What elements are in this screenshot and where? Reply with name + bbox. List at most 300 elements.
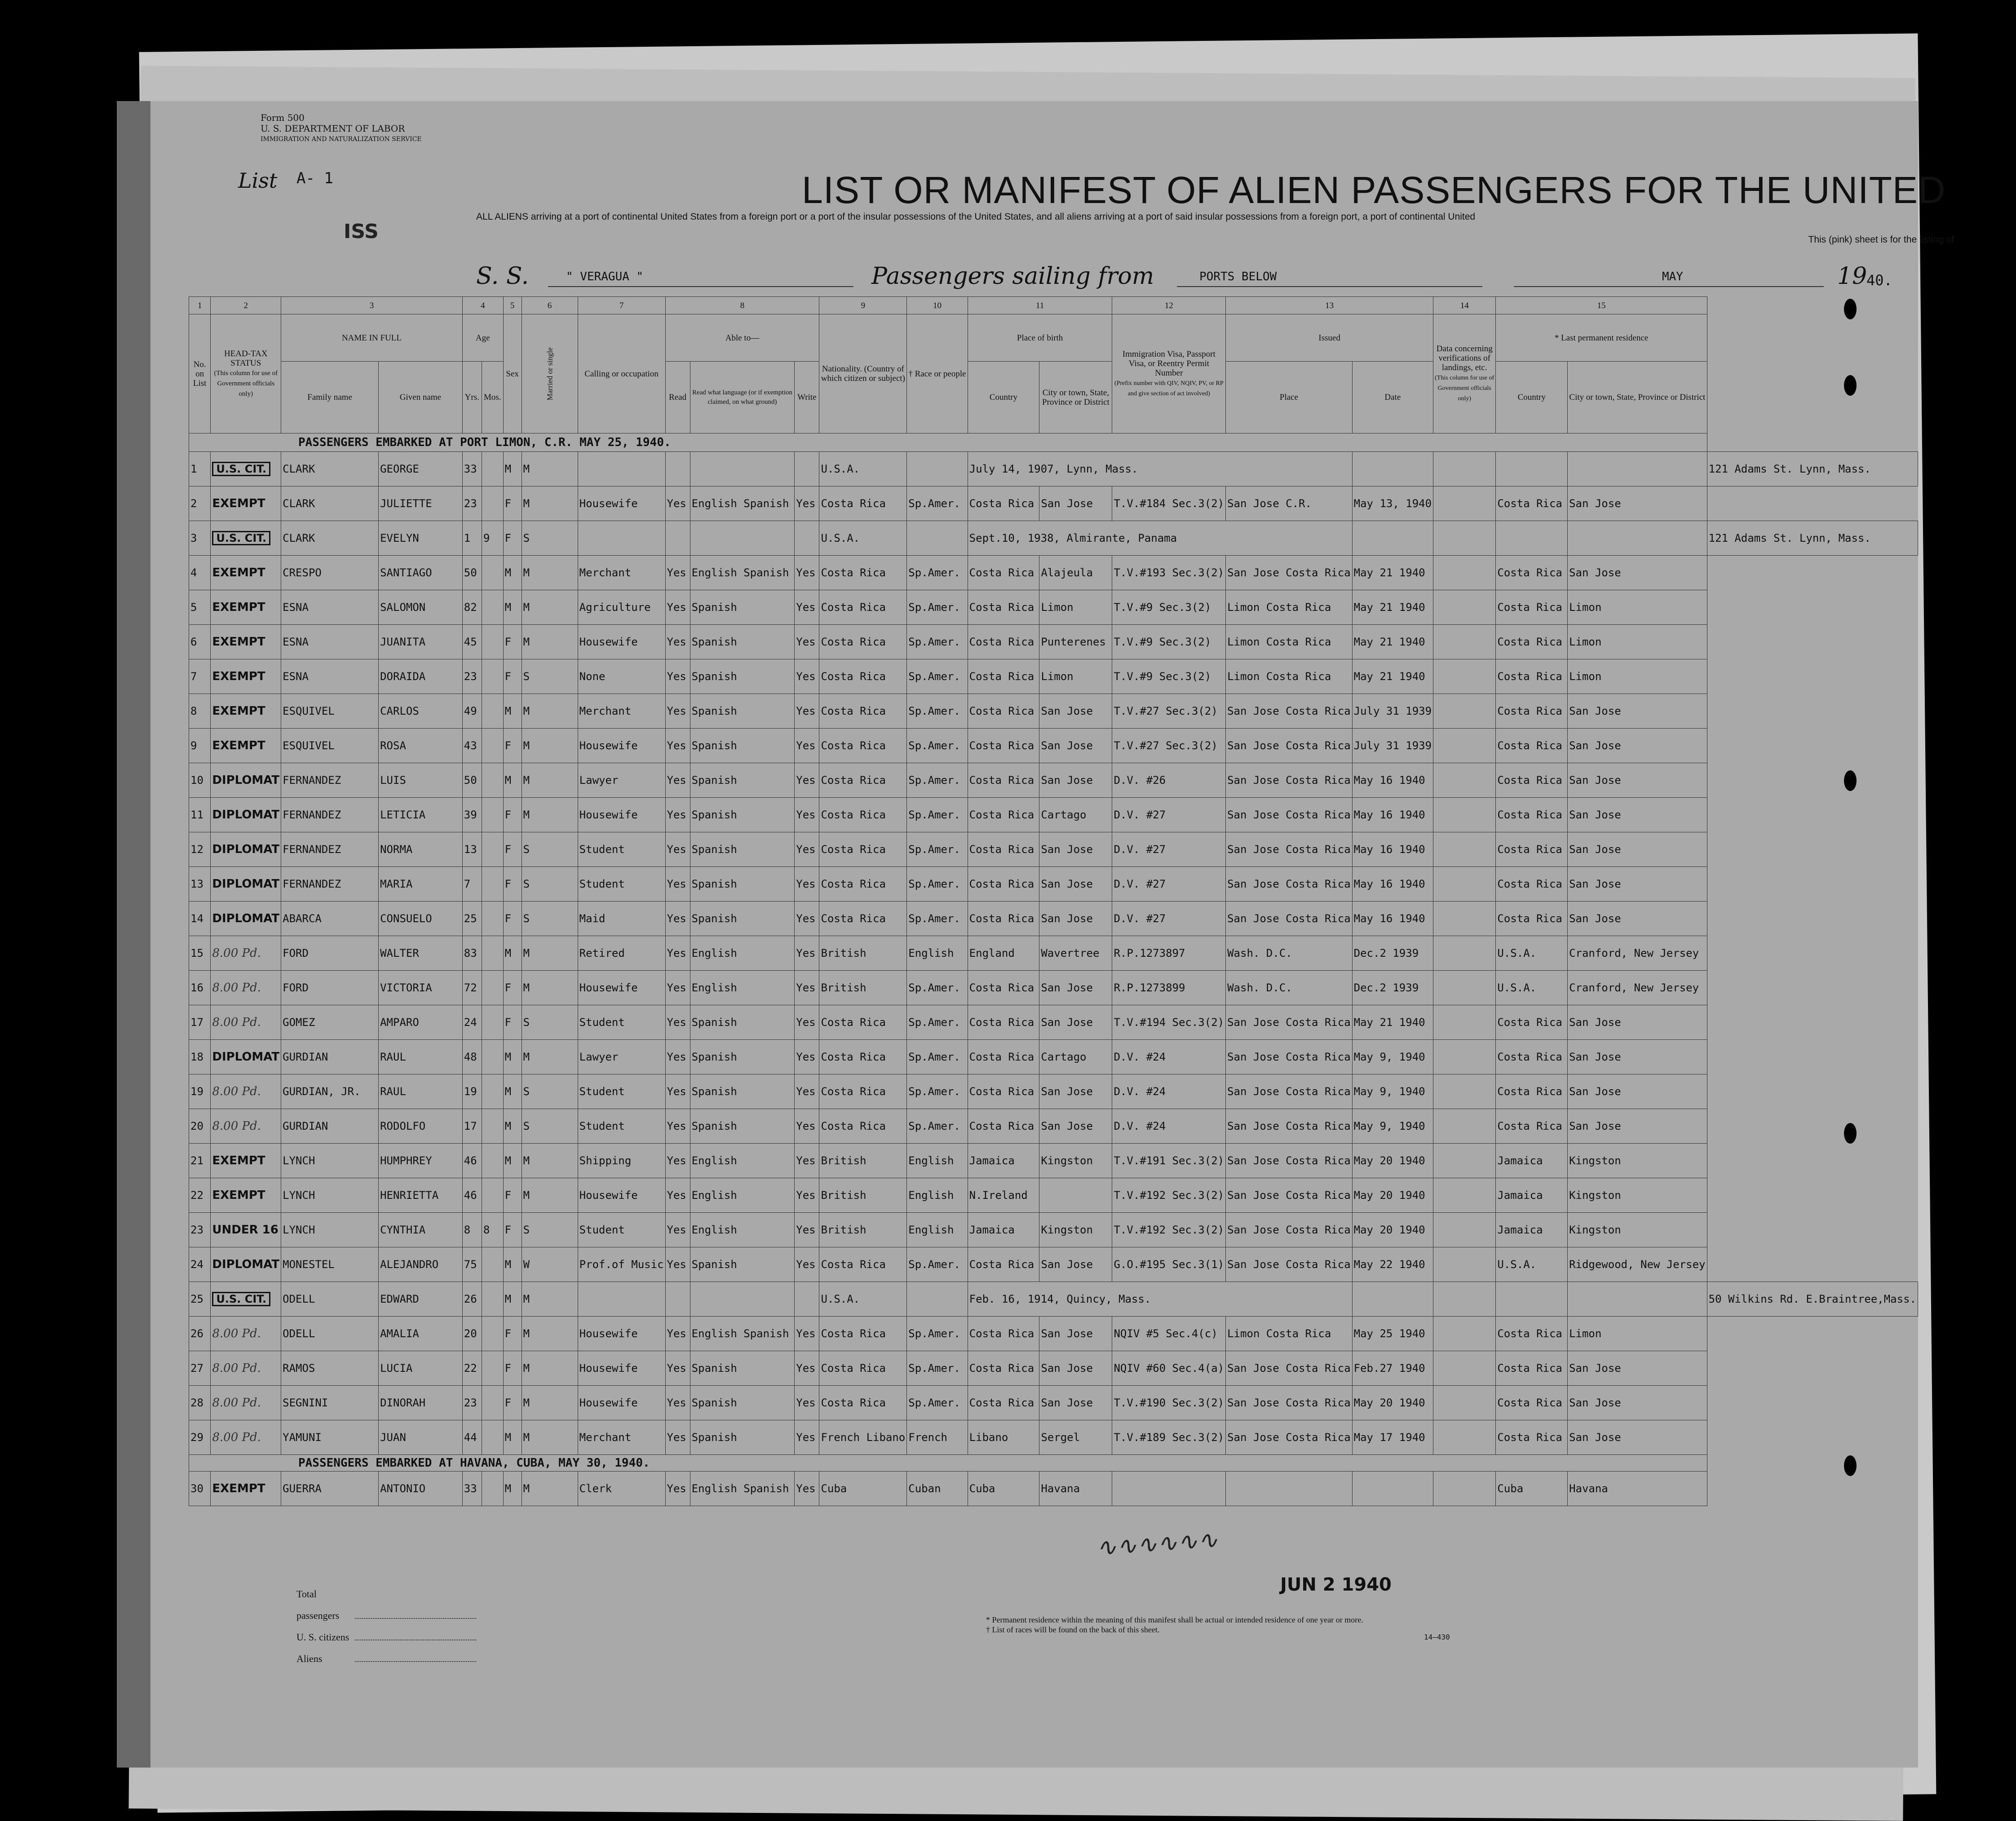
given-name-cell xyxy=(379,452,463,486)
race-cell xyxy=(907,521,968,556)
race-cell xyxy=(907,1282,968,1317)
birth-city: Punterenes xyxy=(1041,636,1106,648)
read-language: English Spanish xyxy=(691,1482,789,1495)
issued-date-cell xyxy=(1352,625,1433,659)
age-years: 33 xyxy=(464,1482,477,1495)
marital-status: M xyxy=(523,601,530,614)
issued-date: July 31 1939 xyxy=(1353,739,1432,752)
residence-country-cell xyxy=(1496,971,1568,1005)
marital-status-cell xyxy=(522,936,578,971)
residence-country: Jamaica xyxy=(1497,1189,1543,1202)
list-number: 14 xyxy=(190,912,203,925)
nationality: British xyxy=(821,1154,867,1167)
age-months-cell xyxy=(482,625,503,659)
issued-place-cell xyxy=(1226,763,1353,798)
family-name-cell xyxy=(281,1213,379,1247)
passenger-row xyxy=(189,1213,1918,1247)
issued-date: Dec.2 1939 xyxy=(1353,947,1419,959)
read-language: Spanish xyxy=(691,1362,737,1375)
can-read: Yes xyxy=(667,636,686,648)
marital-status: M xyxy=(523,1482,530,1495)
birth-country: Jamaica xyxy=(969,1154,1015,1167)
residence-city-cell xyxy=(1568,1351,1707,1386)
family-name: FERNANDEZ xyxy=(283,774,341,787)
issued-date: May 16 1940 xyxy=(1353,809,1425,821)
header-row-2 xyxy=(189,362,1918,433)
nationality: Costa Rica xyxy=(821,1327,886,1340)
given-name-cell xyxy=(379,763,463,798)
birth-country-cell xyxy=(968,1351,1039,1386)
colnum-9: 9 xyxy=(819,297,907,314)
marital-status: S xyxy=(523,670,530,683)
age-years-cell xyxy=(462,1005,482,1040)
can-read: Yes xyxy=(667,497,686,510)
issued-place: San Jose Costa Rica xyxy=(1227,1224,1351,1236)
passenger-row xyxy=(189,1247,1918,1282)
head-tax-status-cell xyxy=(211,625,281,659)
occupation-cell xyxy=(578,625,665,659)
birth-city-cell xyxy=(1039,556,1112,590)
embark-cell xyxy=(189,433,1707,452)
given-name: GEORGE xyxy=(380,463,419,475)
head-tax-status-cell xyxy=(211,729,281,763)
residence-country-cell xyxy=(1496,867,1568,902)
residence-country-cell xyxy=(1496,729,1568,763)
read-language: English xyxy=(691,1189,737,1202)
nationality-cell xyxy=(819,936,907,971)
visa-number-cell xyxy=(1112,798,1226,832)
residence-city: San Jose xyxy=(1569,1120,1621,1132)
age-months-cell xyxy=(482,1317,503,1351)
occupation-cell xyxy=(578,971,665,1005)
can-read-cell xyxy=(665,1472,690,1506)
head-tax-status: 8.00 Pd. xyxy=(212,1085,261,1098)
occupation: Housewife xyxy=(579,809,638,821)
landing-verification-cell xyxy=(1568,521,1707,556)
hdr-able-to: Able to— xyxy=(665,314,819,362)
head-tax-status-cell xyxy=(211,798,281,832)
age-years: 43 xyxy=(464,739,477,752)
residence-city-cell xyxy=(1568,1386,1707,1420)
nationality: British xyxy=(821,947,867,959)
nationality-cell xyxy=(819,1386,907,1420)
occupation: Merchant xyxy=(579,1431,632,1444)
issued-place-cell xyxy=(1226,1213,1353,1247)
marital-status: M xyxy=(523,1362,530,1375)
residence-country-cell xyxy=(1707,521,1918,556)
race-cell xyxy=(907,971,968,1005)
sex-cell xyxy=(503,1282,522,1317)
head-tax-status: EXEMPT xyxy=(212,497,265,510)
visa-number-cell xyxy=(1112,832,1226,867)
colnum-4: 4 xyxy=(462,297,503,314)
residence-city-cell xyxy=(1568,694,1707,729)
visa-number: D.V. #27 xyxy=(1114,912,1166,925)
colnum-13: 13 xyxy=(1226,297,1433,314)
list-number-cell xyxy=(189,659,211,694)
head-tax-status: U.S. CIT. xyxy=(212,531,270,545)
read-language: English xyxy=(691,947,737,959)
given-name-cell xyxy=(379,1074,463,1109)
visa-number: T.V.#27 Sec.3(2) xyxy=(1114,739,1218,752)
visa-number-cell xyxy=(1112,694,1226,729)
given-name-cell xyxy=(379,1247,463,1282)
family-name-cell xyxy=(281,1040,379,1074)
age-months-cell xyxy=(482,1144,503,1178)
landing-verification-cell xyxy=(1433,1472,1496,1506)
residence-city-cell xyxy=(1568,1109,1707,1144)
issued-date: May 20 1940 xyxy=(1353,1189,1425,1202)
hdr-res-country: Country xyxy=(1496,362,1568,433)
age-years-cell xyxy=(462,452,482,486)
issued-date-cell xyxy=(1352,902,1433,936)
given-name-cell xyxy=(379,867,463,902)
colnum-11: 11 xyxy=(968,297,1112,314)
birth-country: Costa Rica xyxy=(969,1258,1035,1271)
family-name-cell xyxy=(281,971,379,1005)
race-cell xyxy=(907,1351,968,1386)
race-cell xyxy=(907,763,968,798)
race-cell xyxy=(907,486,968,521)
given-name: CYNTHIA xyxy=(380,1224,426,1236)
race-cell xyxy=(907,1005,968,1040)
given-name: SANTIAGO xyxy=(380,566,432,579)
given-name: EVELYN xyxy=(380,532,419,544)
issued-date: May 20 1940 xyxy=(1353,1224,1425,1236)
read-language: English xyxy=(691,981,737,994)
can-write: Yes xyxy=(796,601,816,614)
totals-block xyxy=(296,1583,476,1670)
can-write-cell xyxy=(795,694,819,729)
list-number: 20 xyxy=(190,1120,203,1132)
head-tax-status-cell xyxy=(211,1109,281,1144)
birth-city: Wavertree xyxy=(1041,947,1100,959)
passenger-row xyxy=(189,1386,1918,1420)
head-tax-status: U.S. CIT. xyxy=(212,462,270,476)
birth-country-cell xyxy=(968,798,1039,832)
given-name: SALOMON xyxy=(380,601,426,614)
marital-status-cell xyxy=(522,832,578,867)
family-name-cell xyxy=(281,659,379,694)
sex-cell xyxy=(503,659,522,694)
nationality: Costa Rica xyxy=(821,1258,886,1271)
can-write: Yes xyxy=(796,1120,816,1132)
issued-date-cell xyxy=(1352,1040,1433,1074)
read-language: Spanish xyxy=(691,1051,737,1063)
issued-place-cell xyxy=(1226,1420,1353,1455)
issued-date-cell xyxy=(1352,1005,1433,1040)
race-cell xyxy=(907,1178,968,1213)
list-number-cell xyxy=(189,521,211,556)
sex: M xyxy=(504,601,512,614)
marital-status-cell xyxy=(522,1317,578,1351)
family-name: GOMEZ xyxy=(283,1016,315,1029)
family-name: RAMOS xyxy=(283,1362,315,1375)
head-tax-status: EXEMPT xyxy=(212,566,265,579)
visa-number: T.V.#9 Sec.3(2) xyxy=(1114,670,1211,683)
issued-place-cell xyxy=(1226,1317,1353,1351)
given-name-cell xyxy=(379,625,463,659)
age-years: 23 xyxy=(464,497,477,510)
residence-country: Costa Rica xyxy=(1497,670,1562,683)
embark-heading-limon: PASSENGERS EMBARKED AT PORT LIMON, C.R. MAY 25, 1940. xyxy=(298,436,671,449)
issued-place: San Jose Costa Rica xyxy=(1227,1051,1351,1063)
occupation-cell xyxy=(578,729,665,763)
head-tax-status-cell xyxy=(211,521,281,556)
race: Sp.Amer. xyxy=(908,878,960,890)
us-citizens-label: U. S. citizens xyxy=(296,1631,349,1643)
list-number-cell xyxy=(189,1144,211,1178)
occupation-cell xyxy=(578,1351,665,1386)
issued-date: May 13, 1940 xyxy=(1353,497,1432,510)
birth-country-cell xyxy=(968,971,1039,1005)
race-cell xyxy=(907,867,968,902)
sex-cell xyxy=(503,1074,522,1109)
marital-status-cell xyxy=(522,694,578,729)
occupation-cell xyxy=(578,590,665,625)
passenger-row xyxy=(189,729,1918,763)
occupation: Shipping xyxy=(579,1154,632,1167)
head-tax-status-cell xyxy=(211,867,281,902)
age-years-cell xyxy=(462,1040,482,1074)
residence-city: Limon xyxy=(1569,636,1602,648)
us-citizens-row xyxy=(296,1627,476,1648)
issued-date: May 22 1940 xyxy=(1353,1258,1425,1271)
race: Cuban xyxy=(908,1482,941,1495)
can-write: Yes xyxy=(796,1327,816,1340)
issued-date-cell xyxy=(1352,1247,1433,1282)
passenger-row xyxy=(189,452,1918,486)
head-tax-status: 8.00 Pd. xyxy=(212,1361,261,1375)
passenger-row xyxy=(189,902,1918,936)
sex-cell xyxy=(503,1386,522,1420)
sailing-underline xyxy=(1177,286,1482,287)
hdr-head-tax xyxy=(211,314,281,433)
residence-city: San Jose xyxy=(1569,1397,1621,1409)
nationality: Costa Rica xyxy=(821,1362,886,1375)
can-read-cell xyxy=(665,452,690,486)
given-name-cell xyxy=(379,902,463,936)
passenger-row xyxy=(189,486,1918,521)
embark-row-havana xyxy=(189,1455,1918,1472)
residence-city: Cranford, New Jersey xyxy=(1569,981,1699,994)
nationality: Cuba xyxy=(821,1482,847,1495)
given-name: AMPARO xyxy=(380,1016,419,1029)
visa-number-cell xyxy=(1112,1420,1226,1455)
can-write-cell xyxy=(795,1386,819,1420)
birth-city-cell xyxy=(1039,798,1112,832)
marital-status: M xyxy=(523,774,530,787)
age-months-cell xyxy=(482,1213,503,1247)
residence-country-cell xyxy=(1496,556,1568,590)
list-number: 2 xyxy=(190,497,197,510)
sex: F xyxy=(504,809,512,821)
residence-city: Cranford, New Jersey xyxy=(1569,947,1699,959)
race: Sp.Amer. xyxy=(908,981,960,994)
embark-row-limon xyxy=(189,433,1918,452)
sex-cell xyxy=(503,763,522,798)
race: Sp.Amer. xyxy=(908,1397,960,1409)
head-tax-status: DIPLOMAT xyxy=(212,843,280,856)
list-number-cell xyxy=(189,798,211,832)
can-write-cell xyxy=(795,1178,819,1213)
age-years-cell xyxy=(462,936,482,971)
read-language: Spanish xyxy=(691,809,737,821)
residence-country: U.S.A. xyxy=(1497,947,1537,959)
residence-country: Jamaica xyxy=(1497,1154,1543,1167)
family-name-cell xyxy=(281,1109,379,1144)
hdr-family-name: Family name xyxy=(281,362,379,433)
family-name: FORD xyxy=(283,947,309,959)
intro-text: ALL ALIENS arriving at a port of continental United States from a foreign port or a port of the insular possessions of the United States, and all aliens arriving at a port of said insular possessions from a foreign port, a port of continental United xyxy=(476,212,1476,222)
family-name: GURDIAN xyxy=(283,1051,328,1063)
issued-date-cell xyxy=(1496,1282,1568,1317)
visa-number-cell xyxy=(1112,936,1226,971)
given-name: LUCIA xyxy=(380,1362,413,1375)
residence-city-cell xyxy=(1568,1213,1707,1247)
given-name: JUANITA xyxy=(380,636,426,648)
age-years-cell xyxy=(462,486,482,521)
marital-status: M xyxy=(523,705,530,717)
can-read: Yes xyxy=(667,739,686,752)
age-years-cell xyxy=(462,694,482,729)
residence-country: Costa Rica xyxy=(1497,912,1562,925)
age-months-cell xyxy=(482,1074,503,1109)
nationality: U.S.A. xyxy=(821,463,860,475)
family-name-cell xyxy=(281,1386,379,1420)
age-years: 7 xyxy=(464,878,471,890)
residence-country-cell xyxy=(1496,486,1568,521)
residence-country-cell xyxy=(1496,832,1568,867)
colnum-2: 2 xyxy=(211,297,281,314)
residence-city-cell xyxy=(1568,1247,1707,1282)
race: Sp.Amer. xyxy=(908,1327,960,1340)
residence-country-cell xyxy=(1496,936,1568,971)
family-name-cell xyxy=(281,1074,379,1109)
visa-number-cell xyxy=(1112,659,1226,694)
given-name-cell xyxy=(379,556,463,590)
birth-country-cell xyxy=(968,729,1039,763)
birth-city-cell xyxy=(1039,659,1112,694)
list-number-cell xyxy=(189,1005,211,1040)
can-write-cell xyxy=(795,902,819,936)
marital-status: S xyxy=(523,1085,530,1098)
given-name: AMALIA xyxy=(380,1327,419,1340)
age-years: 44 xyxy=(464,1431,477,1444)
sex: M xyxy=(504,705,512,717)
occupation: Housewife xyxy=(579,1189,638,1202)
given-name-cell xyxy=(379,1178,463,1213)
can-read-cell xyxy=(665,971,690,1005)
visa-number: NQIV #5 Sec.4(c) xyxy=(1114,1327,1218,1340)
issued-place-cell xyxy=(1226,556,1353,590)
race-cell xyxy=(907,452,968,486)
residence-city-cell xyxy=(1568,729,1707,763)
read-language: Spanish xyxy=(691,1258,737,1271)
passenger-row xyxy=(189,1351,1918,1386)
list-number: 30 xyxy=(190,1482,203,1495)
issued-date: May 21 1940 xyxy=(1353,601,1425,614)
list-number-cell xyxy=(189,867,211,902)
race-cell xyxy=(907,1420,968,1455)
head-tax-status-cell xyxy=(211,1351,281,1386)
issued-date: May 25 1940 xyxy=(1353,1327,1425,1340)
family-name: ESNA xyxy=(283,601,309,614)
family-name-cell xyxy=(281,832,379,867)
read-language-cell xyxy=(690,1420,795,1455)
can-read-cell xyxy=(665,486,690,521)
age-months-cell xyxy=(482,521,503,556)
residence-city-cell xyxy=(1568,1420,1707,1455)
given-name-cell xyxy=(379,590,463,625)
list-number-cell xyxy=(189,1178,211,1213)
list-number-cell xyxy=(189,763,211,798)
head-tax-status: 8.00 Pd. xyxy=(212,1119,261,1133)
issued-date-cell xyxy=(1352,798,1433,832)
can-write-cell xyxy=(795,1005,819,1040)
sex: M xyxy=(504,1051,512,1063)
read-language-cell xyxy=(690,1109,795,1144)
read-language: Spanish xyxy=(691,636,737,648)
can-read-cell xyxy=(665,936,690,971)
visa-number: D.V. #26 xyxy=(1114,774,1166,787)
residence-country-cell xyxy=(1496,1386,1568,1420)
landing-verification-cell xyxy=(1433,1213,1496,1247)
family-name: ABARCA xyxy=(283,912,322,925)
family-name-cell xyxy=(281,486,379,521)
age-months-cell xyxy=(482,936,503,971)
can-read: Yes xyxy=(667,1154,686,1167)
nationality-cell xyxy=(819,1247,907,1282)
punch-hole xyxy=(1844,1455,1857,1476)
birth-country-cell xyxy=(968,1040,1039,1074)
occupation-cell xyxy=(578,763,665,798)
race: Sp.Amer. xyxy=(908,1258,960,1271)
occupation: Housewife xyxy=(579,1362,638,1375)
head-tax-status: DIPLOMAT xyxy=(212,877,280,891)
read-language: Spanish xyxy=(691,878,737,890)
sex-cell xyxy=(503,556,522,590)
residence-country-cell xyxy=(1496,1317,1568,1351)
sex: F xyxy=(504,878,512,890)
race: Sp.Amer. xyxy=(908,809,960,821)
residence-country: Costa Rica xyxy=(1497,1120,1562,1132)
can-read: Yes xyxy=(667,1362,686,1375)
birth-city: San Jose xyxy=(1041,843,1093,856)
marital-status: M xyxy=(523,566,530,579)
birth-country-cell xyxy=(968,1317,1039,1351)
marital-status-cell xyxy=(522,1282,578,1317)
can-read: Yes xyxy=(667,774,686,787)
header-row-1 xyxy=(189,314,1918,362)
can-write: Yes xyxy=(796,1258,816,1271)
race: Sp.Amer. xyxy=(908,843,960,856)
birth-city-cell xyxy=(1039,1144,1112,1178)
birth-country: Costa Rica xyxy=(969,1327,1035,1340)
occupation-cell xyxy=(578,1144,665,1178)
issued-place-cell xyxy=(1226,625,1353,659)
head-tax-status-cell xyxy=(211,452,281,486)
race-cell xyxy=(907,832,968,867)
marital-status: M xyxy=(523,1051,530,1063)
age-months-cell xyxy=(482,1109,503,1144)
sex: F xyxy=(504,532,512,544)
occupation: Housewife xyxy=(579,636,638,648)
hdr-landings-title: Data concerning verifications of landings, etc. xyxy=(1436,344,1493,372)
nationality: Costa Rica xyxy=(821,636,886,648)
list-number-cell xyxy=(189,694,211,729)
head-tax-status: EXEMPT xyxy=(212,704,265,718)
